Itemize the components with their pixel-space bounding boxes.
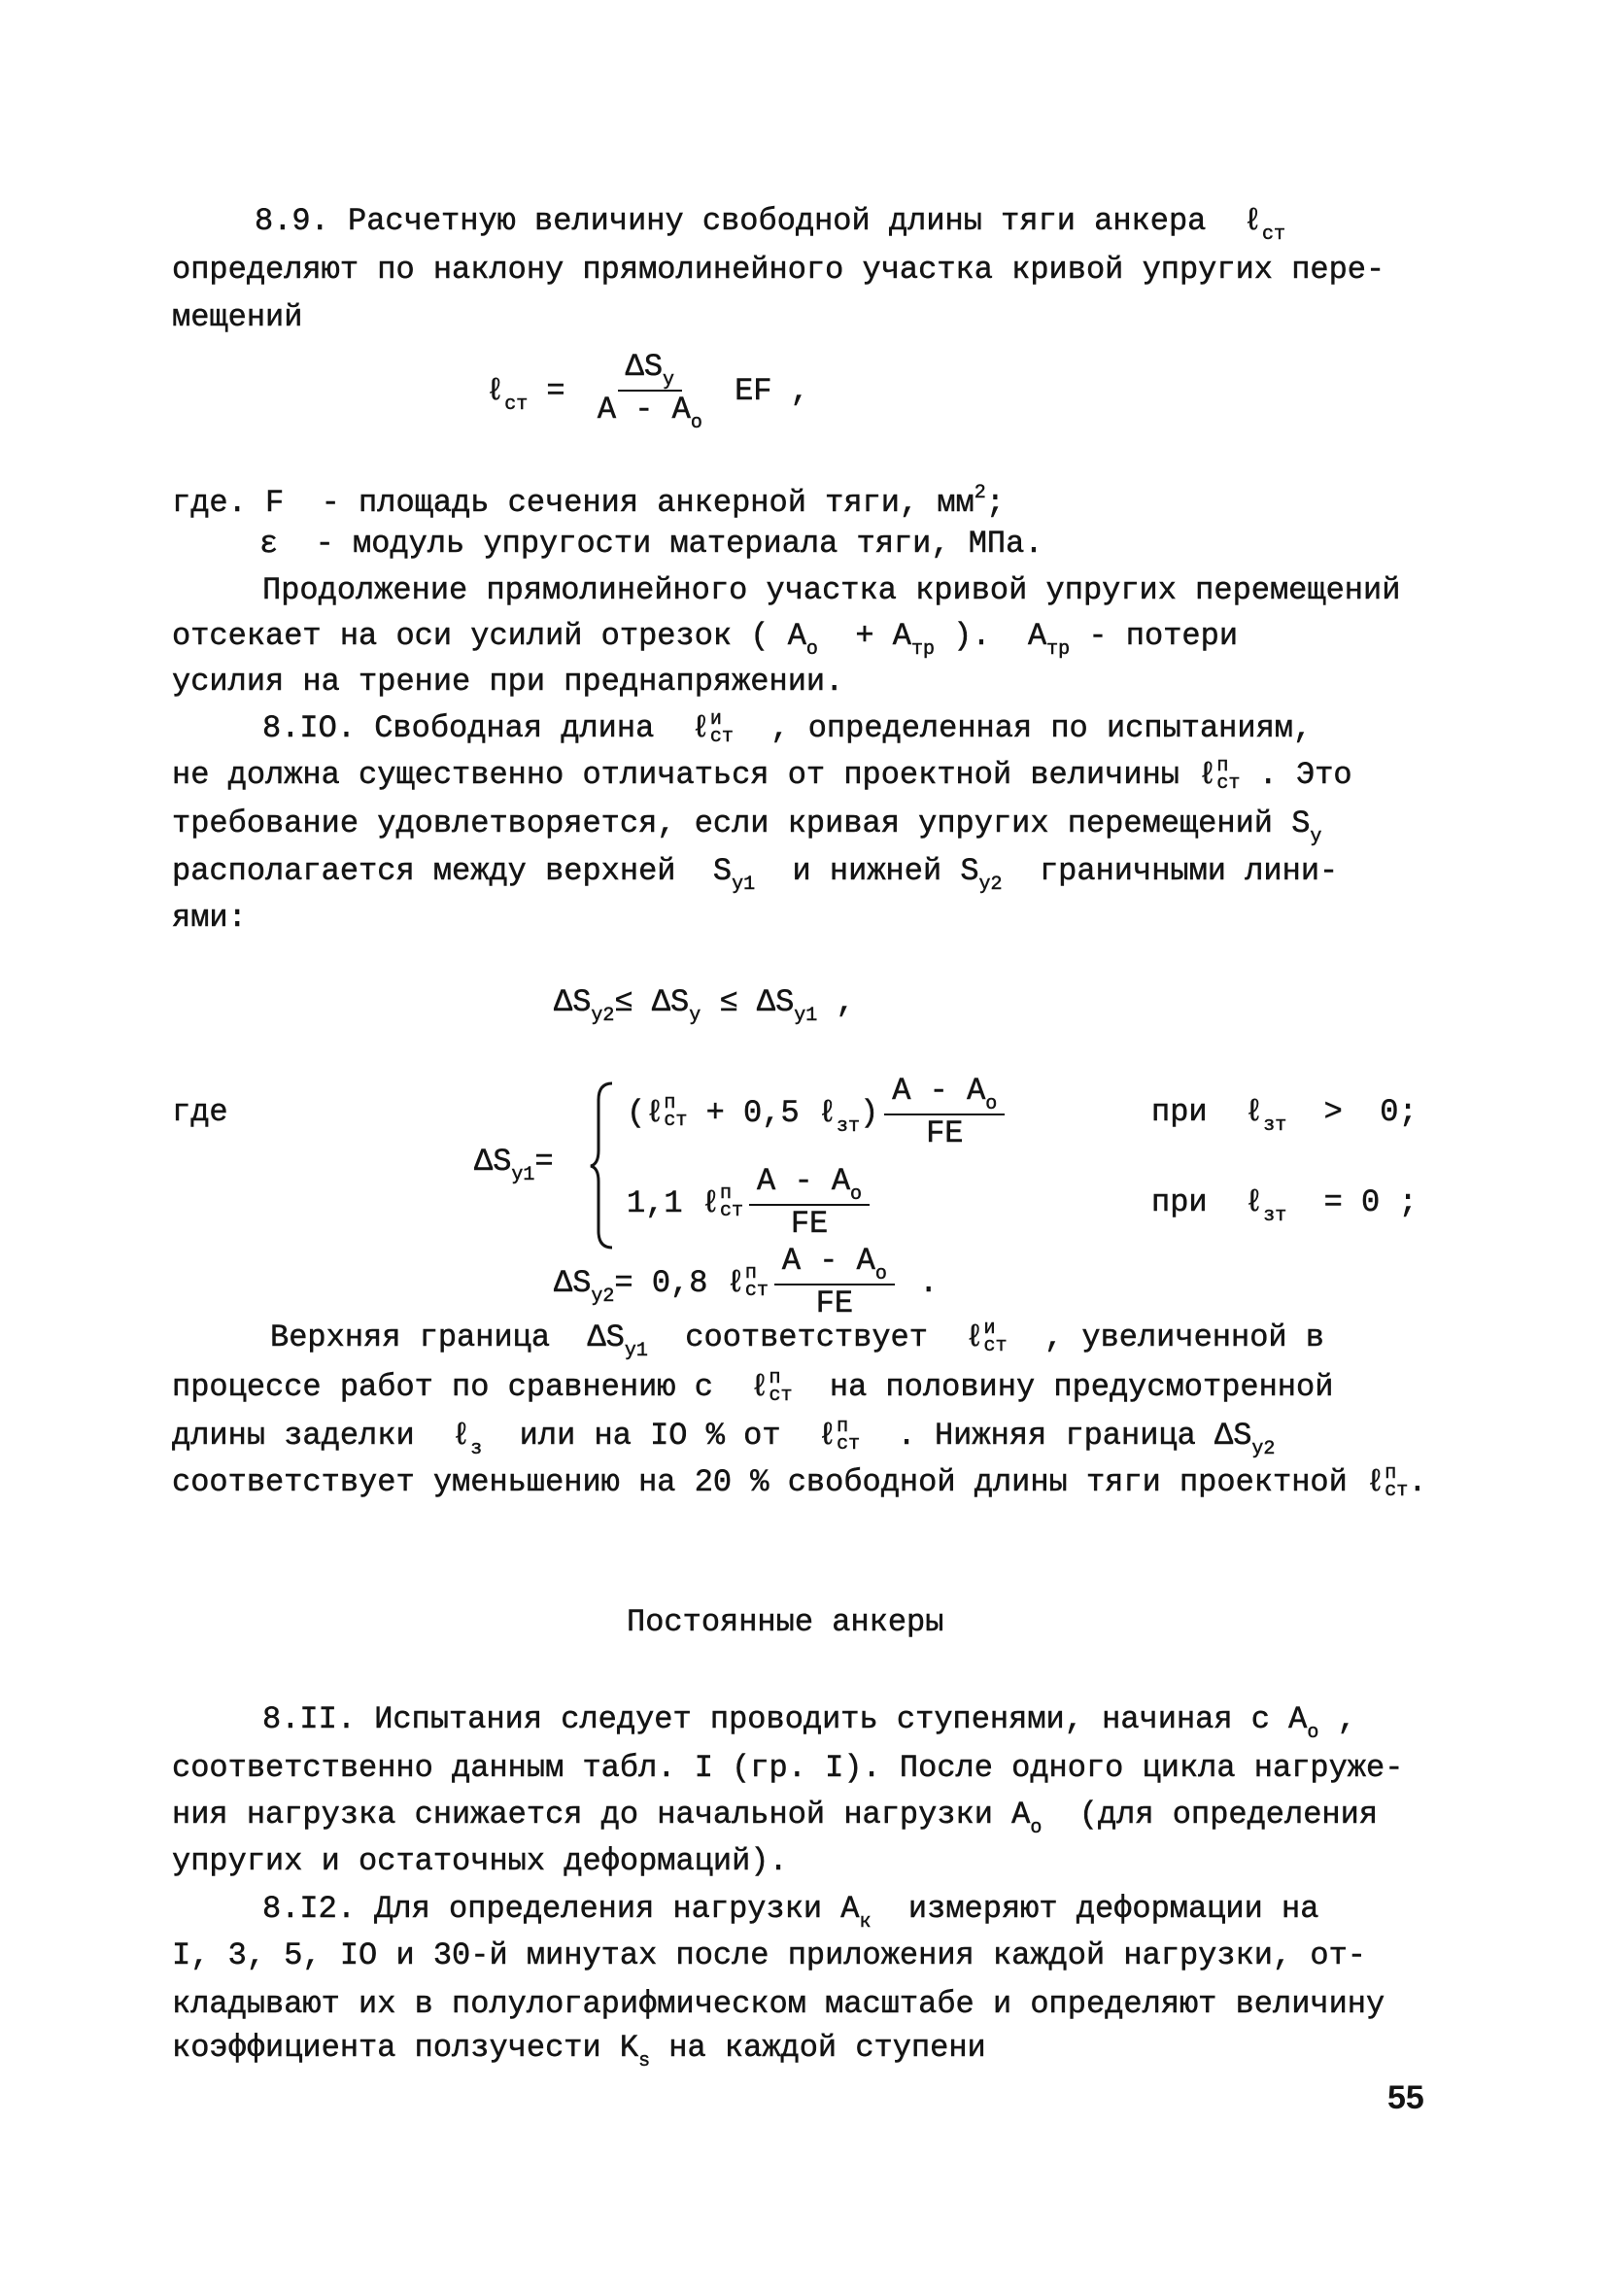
text-run: 8.9. Расчетную величину свободной длины тяги анкера	[255, 203, 1244, 239]
math-symbol	[788, 615, 818, 662]
text-run: (	[627, 1094, 646, 1131]
symbol-base: ΔS	[587, 1319, 625, 1355]
symbol-indices	[664, 1092, 688, 1133]
math-symbol	[817, 1094, 861, 1138]
text-run: .	[1408, 1464, 1427, 1500]
text-run: , определенная по испытаниям,	[733, 710, 1313, 746]
text-run: EF ,	[715, 372, 809, 409]
symbol-base: A	[840, 1891, 860, 1927]
text-run: ≤	[614, 984, 652, 1020]
fraction-numerator	[774, 1243, 895, 1285]
text-run: 8.II. Испытания следует проводить ступенями, начиная с	[262, 1701, 1289, 1737]
para-8-12-line	[172, 2027, 986, 2073]
fraction-numerator	[884, 1073, 1005, 1115]
symbol-subscript: у	[689, 1005, 701, 1027]
fraction	[884, 1073, 1005, 1152]
text-run: Верхняя граница	[270, 1319, 588, 1355]
math-symbol	[713, 850, 755, 897]
symbol-indices	[744, 1262, 769, 1303]
symbol-base: ℓ	[1245, 1094, 1264, 1130]
symbol-subscript: тр	[910, 638, 935, 661]
text-run: FE	[815, 1285, 854, 1321]
math-symbol	[1244, 200, 1285, 247]
text-run: на половину предусмотренной	[792, 1369, 1334, 1405]
math-symbol	[1245, 1091, 1286, 1138]
symbol-base: A	[967, 1073, 986, 1109]
symbol-subscript: ст	[983, 1334, 1008, 1357]
text-run: )	[860, 1094, 879, 1131]
symbol-base: ΔS	[756, 984, 795, 1020]
math-symbol	[474, 1141, 534, 1187]
math-symbol	[1366, 1461, 1408, 1504]
symbol-subscript: зт	[837, 1114, 861, 1138]
symbol-base: ℓ	[1245, 1184, 1264, 1220]
fraction-denominator	[783, 1206, 836, 1243]
symbol-subscript: у	[1310, 826, 1322, 848]
text-run: ями:	[172, 900, 247, 936]
symbol-subscript: у	[663, 369, 675, 392]
text-run: 1,1	[627, 1184, 701, 1221]
text-run: = 0 ;	[1286, 1184, 1418, 1220]
text-run: = 0,8	[614, 1264, 727, 1301]
math-symbol	[840, 1888, 871, 1935]
fraction	[774, 1243, 895, 1322]
math-symbol	[1291, 803, 1321, 849]
symbol-base: ℓ	[750, 1369, 769, 1405]
symbol-subscript: зт	[1263, 1205, 1287, 1227]
formula-condition-2	[1151, 1182, 1418, 1227]
math-symbol	[486, 372, 529, 416]
symbol-base: A	[787, 618, 806, 654]
symbol-superscript: п	[1385, 1461, 1397, 1485]
symbol-base: ℓ	[645, 1094, 665, 1131]
page-number: 55	[1387, 2079, 1424, 2116]
symbol-superscript: п	[1216, 754, 1229, 777]
text-run: ε - модуль упругости материала тяги, МПа.	[259, 526, 1043, 562]
text-run: и нижней	[755, 853, 961, 889]
text-run: . Нижняя граница	[860, 1418, 1214, 1454]
math-symbol	[893, 615, 935, 662]
symbol-subscript: о	[985, 1093, 998, 1115]
symbol-base: A	[1288, 1701, 1308, 1737]
para-8-10-line	[172, 754, 1352, 797]
symbol-subscript: о	[1307, 1722, 1319, 1744]
symbol-base: A	[1011, 1797, 1031, 1833]
symbol-subscript: к	[859, 1911, 872, 1934]
text-run: A -	[892, 1073, 968, 1109]
symbol-subscript: ст	[744, 1280, 769, 1303]
symbol-subscript: ст	[837, 1432, 861, 1456]
symbol-subscript: зт	[1263, 1114, 1287, 1137]
text-run: ≤	[701, 984, 757, 1020]
section-heading: Постоянные анкеры	[627, 1604, 944, 1640]
text-run: ,	[817, 984, 855, 1020]
symbol-base: ΔS	[651, 984, 690, 1020]
para-8-11-line	[172, 1840, 788, 1883]
symbol-base: A	[1027, 618, 1047, 654]
math-symbol	[701, 1182, 744, 1223]
text-run: > 0;	[1286, 1094, 1418, 1130]
symbol-base: ΔS	[554, 984, 592, 1020]
formula-case-1	[627, 1069, 1010, 1156]
math-symbol	[652, 981, 701, 1028]
symbol-subscript: о	[805, 638, 818, 661]
fraction	[749, 1163, 870, 1243]
symbol-indices	[837, 1415, 861, 1456]
text-run: I, 3, 5, IO и 30-й минутах после приложения каждой нагрузки, от-	[172, 1937, 1366, 1973]
fraction-denominator	[590, 392, 710, 432]
text-run: + 0,5	[687, 1094, 818, 1131]
text-run: ).	[934, 618, 1028, 654]
symbol-base: A	[671, 392, 691, 428]
symbol-base: A	[856, 1243, 875, 1279]
text-run: FE	[926, 1115, 964, 1151]
text-run: Продолжение прямолинейного участка кривой упругих перемещений	[262, 572, 1401, 608]
symbol-subscript: о	[1030, 1817, 1043, 1839]
para-8-11-line	[262, 1698, 1356, 1744]
symbol-base: ℓ	[691, 710, 710, 746]
symbol-subscript: у2	[1251, 1438, 1276, 1460]
curly-brace-icon	[589, 1080, 618, 1251]
formula-inequality	[554, 981, 855, 1027]
symbol-subscript: ст	[1216, 771, 1241, 795]
symbol-subscript: о	[874, 1263, 887, 1285]
symbol-superscript: и	[983, 1317, 996, 1340]
symbol-base: ℓ	[1243, 203, 1262, 239]
text-run: . Это	[1240, 757, 1352, 793]
symbol-base: ℓ	[817, 1418, 838, 1454]
symbol-superscript: п	[664, 1092, 676, 1115]
symbol-superscript: и	[709, 707, 722, 731]
symbol-subscript: ст	[769, 1384, 793, 1407]
text-run: соответственно данным табл. I (гр. I). После одного цикла нагруже-	[172, 1750, 1404, 1786]
text-run: или на IO % от	[482, 1418, 818, 1454]
symbol-indices	[1385, 1461, 1409, 1502]
symbol-subscript: з	[470, 1438, 483, 1460]
symbol-superscript: 2	[974, 482, 986, 504]
text-run: на каждой ступени	[650, 2030, 986, 2066]
text-run: измеряют деформации на	[871, 1891, 1319, 1927]
symbol-indices	[709, 707, 734, 748]
symbol-base: S	[1291, 805, 1311, 841]
symbol-subscript: тр	[1046, 638, 1071, 661]
text-run: процессе работ по сравнению с	[172, 1369, 751, 1405]
math-symbol	[726, 1262, 769, 1303]
text-run: .	[900, 1264, 939, 1301]
math-symbol	[960, 850, 1002, 897]
para-8-11-line	[172, 1747, 1403, 1790]
para-bounds-line	[172, 1415, 1276, 1460]
text-run: =	[528, 372, 584, 409]
para-8-9-line	[259, 523, 1043, 565]
formula-case-2	[627, 1159, 875, 1247]
text-run: A -	[781, 1243, 857, 1279]
para-bounds-line	[172, 1461, 1426, 1504]
symbol-subscript: у1	[624, 1340, 648, 1362]
text-run: располагается между верхней	[172, 853, 713, 889]
text-run: A -	[757, 1163, 832, 1199]
para-8-10-line	[172, 897, 247, 940]
math-symbol	[587, 1317, 647, 1363]
para-8-10-line	[172, 850, 1339, 896]
symbol-subscript: у2	[591, 1285, 615, 1308]
symbol-superscript: п	[744, 1262, 757, 1285]
math-symbol	[1028, 615, 1070, 662]
math-symbol	[1011, 1794, 1042, 1840]
para-8-9-line	[172, 661, 843, 703]
text-run: усилия на трение при преднапряжении.	[172, 664, 844, 700]
text-run: - потери	[1070, 618, 1239, 654]
text-run: =	[534, 1144, 554, 1180]
text-run: 8.IO. Свободная длина	[262, 710, 692, 746]
symbol-indices	[983, 1317, 1008, 1357]
symbol-base: ℓ	[965, 1319, 984, 1355]
math-symbol	[967, 1073, 997, 1114]
math-symbol	[1214, 1415, 1275, 1461]
symbol-base: ℓ	[726, 1264, 745, 1301]
text-run: коэффициента ползучести	[172, 2030, 620, 2066]
fraction	[590, 349, 710, 432]
math-symbol	[818, 1415, 860, 1457]
para-8-12-line	[172, 1983, 1385, 2026]
para-8-9-line	[172, 296, 302, 339]
symbol-subscript: s	[638, 2050, 651, 2073]
text-run: отсекает на оси усилий отрезок (	[172, 618, 788, 654]
text-run: определяют по наклону прямолинейного участка кривой упругих пере-	[172, 252, 1385, 288]
math-symbol	[672, 392, 702, 432]
fraction-denominator	[918, 1115, 971, 1152]
symbol-base: K	[619, 2030, 639, 2066]
text-run: где. F - площадь сечения анкерной тяги, мм	[172, 485, 974, 521]
para-8-9-line	[262, 569, 1400, 612]
symbol-subscript: у2	[591, 1005, 615, 1027]
fraction-numerator	[749, 1163, 870, 1206]
symbol-subscript: у1	[794, 1005, 818, 1027]
symbol-base: A	[831, 1163, 851, 1199]
para-8-9-line	[255, 200, 1285, 246]
symbol-subscript: ст	[1385, 1479, 1409, 1502]
text-run: ;	[985, 485, 1005, 521]
math-symbol	[974, 482, 986, 529]
symbol-subscript: ст	[1261, 223, 1285, 246]
math-symbol	[554, 981, 614, 1028]
para-bounds-line	[172, 1366, 1333, 1409]
symbol-subscript: о	[690, 412, 702, 434]
math-symbol	[692, 707, 734, 750]
math-symbol	[750, 1366, 792, 1409]
text-run: (для определения	[1042, 1797, 1379, 1833]
text-run: соответствует уменьшению на 20 % свободной длины тяги проектной	[172, 1464, 1366, 1500]
symbol-subscript: ст	[504, 393, 529, 416]
para-8-12-line	[262, 1888, 1319, 1934]
math-symbol	[857, 1243, 887, 1284]
text-run: соответствует	[647, 1319, 966, 1355]
fraction-numerator	[618, 349, 682, 392]
para-8-9-line	[172, 615, 1239, 661]
symbol-base: ℓ	[1198, 757, 1217, 793]
text-run: длины заделки	[172, 1418, 453, 1454]
symbol-base: S	[960, 853, 979, 889]
symbol-base: ΔS	[554, 1264, 592, 1301]
text-run: мещений	[172, 299, 303, 335]
para-8-11-line	[172, 1794, 1379, 1839]
formula-condition-1	[1151, 1091, 1418, 1137]
symbol-subscript: ст	[720, 1200, 744, 1223]
math-symbol	[452, 1415, 482, 1461]
symbol-subscript: у2	[978, 874, 1003, 896]
symbol-subscript: у1	[732, 874, 756, 896]
para-8-10-line	[172, 803, 1322, 848]
text-run: требование удовлетворяется, если кривая упругих перемещений	[172, 805, 1292, 841]
math-symbol	[554, 1264, 615, 1308]
symbol-base: S	[712, 853, 733, 889]
text-run: при	[1151, 1094, 1246, 1130]
para-bounds-line	[270, 1317, 1324, 1362]
where-label	[172, 1091, 228, 1134]
symbol-base: ℓ	[452, 1418, 471, 1454]
text-run: 8.I2. Для определения нагрузки	[262, 1891, 841, 1927]
symbol-base: ΔS	[1214, 1418, 1252, 1454]
text-run: , увеличенной в	[1007, 1319, 1324, 1355]
symbol-base: ΔS	[625, 349, 664, 385]
text-run: ния нагрузка снижается до начальной нагрузки	[172, 1797, 1012, 1833]
symbol-indices	[769, 1366, 793, 1407]
symbol-subscript: ст	[709, 725, 734, 748]
symbol-subscript: у1	[511, 1164, 535, 1186]
symbol-indices	[720, 1182, 744, 1223]
symbol-base: ℓ	[701, 1184, 721, 1221]
para-8-9-line	[172, 249, 1385, 291]
para-8-9-line	[172, 482, 1005, 525]
text-run: кладывают их в полулогарифмическом масштабе и определяют величину	[172, 1986, 1385, 2022]
text-run: ,	[1318, 1701, 1356, 1737]
symbol-base: ℓ	[817, 1094, 838, 1131]
math-symbol	[757, 981, 817, 1028]
para-8-12-line	[172, 1935, 1366, 1977]
symbol-base: ℓ	[486, 372, 505, 409]
symbol-superscript: п	[769, 1366, 781, 1389]
math-symbol	[1245, 1182, 1286, 1228]
math-symbol	[965, 1317, 1007, 1359]
math-symbol	[1198, 754, 1240, 797]
symbol-base: ΔS	[474, 1144, 512, 1180]
text-run: граничными лини-	[1002, 853, 1339, 889]
text-run: не должна существенно отличаться от проектной величины	[172, 757, 1199, 793]
formula-ds-y2	[554, 1239, 938, 1326]
formula-ds-y1-label	[474, 1141, 554, 1186]
text-run: где	[172, 1094, 228, 1130]
symbol-base: A	[892, 618, 911, 654]
para-8-10-line	[262, 707, 1312, 750]
symbol-indices	[1216, 754, 1241, 795]
math-symbol	[620, 2027, 650, 2073]
symbol-base: ℓ	[1366, 1464, 1385, 1500]
math-symbol	[1288, 1698, 1318, 1745]
text-run: FE	[790, 1206, 829, 1242]
symbol-subscript: о	[850, 1183, 863, 1206]
math-symbol	[832, 1163, 862, 1204]
formula-free-length	[486, 347, 809, 434]
math-symbol	[626, 349, 674, 390]
text-run: A -	[597, 392, 672, 428]
text-run: при	[1151, 1184, 1246, 1220]
text-run: +	[817, 618, 893, 654]
math-symbol	[645, 1092, 688, 1133]
text-run: упругих и остаточных деформаций).	[172, 1843, 788, 1879]
symbol-superscript: п	[837, 1415, 849, 1438]
symbol-subscript: ст	[664, 1110, 688, 1133]
symbol-superscript: п	[720, 1182, 733, 1206]
